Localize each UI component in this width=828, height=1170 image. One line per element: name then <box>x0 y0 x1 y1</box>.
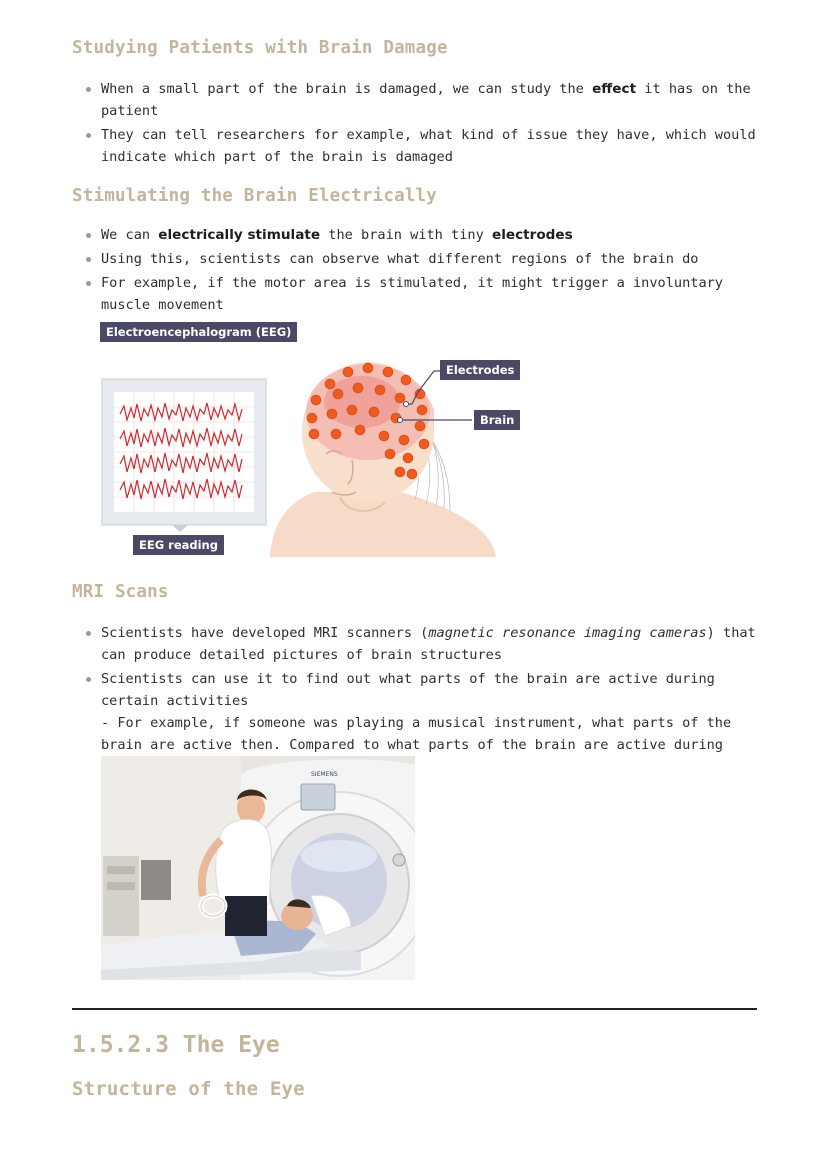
list-item: We can electrically stimulate the brain with tiny electrodes <box>101 224 762 246</box>
mri-photo <box>101 756 415 980</box>
section-heading: MRI Scans <box>72 582 169 602</box>
eeg-illustration <box>100 322 530 562</box>
mri-section <box>72 582 762 778</box>
bullet-list <box>72 622 762 778</box>
scanner-brand-text: SIEMENS <box>311 771 338 778</box>
list-item: When a small part of the brain is damaged, we can study the effect it has on the patient <box>101 78 762 122</box>
page-content <box>72 38 762 316</box>
section-heading: Studying Patients with Brain Damage <box>72 38 448 58</box>
bullet-list <box>72 224 762 316</box>
section-divider <box>72 1008 757 1010</box>
eeg-figure <box>100 322 530 562</box>
brain-label: Brain <box>474 410 520 430</box>
eeg-title-label: Electroencephalogram (EEG) <box>100 322 297 342</box>
chapter-subheading: Structure of the Eye <box>72 1078 305 1100</box>
electrodes-label: Electrodes <box>440 360 520 380</box>
list-item: They can tell researchers for example, what kind of issue they have, which would indicate which part of the brain is damaged <box>101 124 762 168</box>
chapter-title: 1.5.2.3 The Eye <box>72 1032 280 1058</box>
list-item: Scientists have developed MRI scanners (magnetic resonance imaging cameras) that can produce detailed pictures of brain structures <box>101 622 762 666</box>
section-heading: Stimulating the Brain Electrically <box>72 186 438 206</box>
eeg-reading-label: EEG reading <box>133 535 224 555</box>
list-item: For example, if the motor area is stimulated, it might trigger a involuntary muscle movement <box>101 272 762 316</box>
list-item: Using this, scientists can observe what different regions of the brain do <box>101 248 762 270</box>
list-item: Scientists can use it to find out what parts of the brain are active during certain activities - For example, if someone was playing a musical instrument, what parts of the brain are active then. Compared to what parts of the brain are active during <box>101 668 762 778</box>
bullet-list <box>72 78 762 168</box>
